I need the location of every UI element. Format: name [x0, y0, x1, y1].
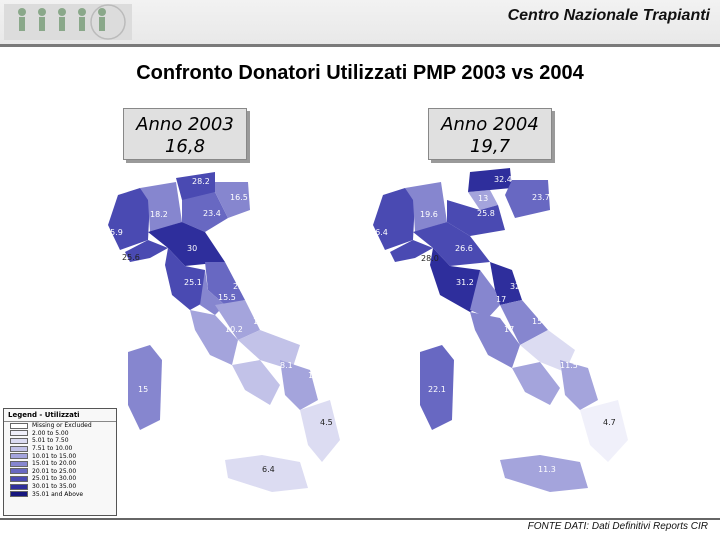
year-label: Anno 2003 — [136, 114, 234, 135]
legend-swatch — [10, 430, 28, 436]
legend-label: Missing or Excluded — [32, 422, 92, 430]
map-label-alto-adige: 13 — [478, 194, 489, 203]
map-label-lombardia: 19.6 — [420, 210, 438, 219]
year-value: 19,7 — [469, 136, 511, 157]
legend-label: 10.01 to 15.00 — [32, 452, 77, 460]
map-label-trentino: 28.2 — [192, 177, 210, 186]
map-label-lombardia: 18.2 — [150, 210, 168, 219]
legend-item — [4, 490, 116, 498]
legend-item — [4, 483, 116, 491]
legend-label: 7.51 to 10.00 — [32, 445, 73, 453]
legend-item — [4, 452, 116, 460]
region-campania — [232, 360, 280, 405]
map-label-calabria: 4.5 — [320, 418, 333, 427]
legend-items — [4, 422, 116, 498]
legend-swatch — [10, 468, 28, 474]
legend-swatch — [10, 484, 28, 490]
map-label-lazio: 10.2 — [225, 325, 243, 334]
legend-title: Legend - Utilizzati — [4, 409, 116, 422]
map-2004 — [370, 168, 628, 492]
map-label-marche: 32.6 — [510, 282, 528, 291]
map-label-friuli: 16.5 — [230, 193, 248, 202]
legend-swatch — [10, 476, 28, 482]
year-label: Anno 2004 — [441, 114, 539, 135]
region-calabria — [580, 400, 628, 462]
map-label-molise: 6.6 — [607, 355, 620, 364]
map-label-basilicata: 11.7 — [590, 371, 608, 380]
org-name: Centro Nazionale Trapianti — [507, 7, 710, 24]
legend-label: 35.01 and Above — [32, 490, 84, 498]
map-label-veneto: 25.8 — [477, 209, 495, 218]
legend-item — [4, 468, 116, 476]
region-piemonte — [373, 188, 415, 250]
map-label-abruzzo: 10.3 — [253, 317, 271, 326]
map-label-umbria: 15.5 — [218, 293, 236, 302]
legend-item — [4, 445, 116, 453]
map-label-sicilia: 6.4 — [262, 465, 275, 474]
region-piemonte — [108, 188, 150, 250]
map-label-friuli: 23.7 — [532, 193, 550, 202]
map-label-veneto: 23.4 — [203, 209, 221, 218]
map-label-liguria: 25.6 — [122, 253, 140, 262]
legend-label: 25.01 to 30.00 — [32, 475, 77, 483]
map-label-abruzzo: 15.8 — [532, 317, 550, 326]
map-label-toscana: 31.2 — [456, 278, 474, 287]
map-label-trentino: 32.4 — [494, 175, 512, 184]
map-2003 — [105, 172, 340, 492]
map-label-calabria: 4.7 — [603, 418, 616, 427]
map-label-sardegna: 15 — [138, 385, 149, 394]
legend-label: 2.00 to 5.00 — [32, 429, 69, 437]
map-label-basilicata: 11.6 — [308, 371, 326, 380]
legend-item — [4, 460, 116, 468]
legend-swatch — [10, 491, 28, 497]
map-label-emilia: 26.6 — [455, 244, 473, 253]
map-label-marche: 23.2 — [233, 282, 251, 291]
legend-label: 20.01 to 25.00 — [32, 467, 77, 475]
legend-item — [4, 430, 116, 438]
map-label-toscana: 25.1 — [184, 278, 202, 287]
legend-item — [4, 422, 116, 430]
map-label-piemonte: 26.4 — [370, 228, 388, 237]
map-label-emilia: 30 — [187, 244, 198, 253]
legend-label: 5.01 to 7.50 — [32, 437, 69, 445]
footer-source: FONTE DATI: Dati Definitivi Reports CIR — [527, 521, 708, 532]
year-value: 16,8 — [164, 136, 206, 157]
map-legend — [3, 408, 117, 516]
map-label-sardegna: 22.1 — [428, 385, 446, 394]
legend-swatch — [10, 461, 28, 467]
legend-item — [4, 437, 116, 445]
map-label-campania: 8.1 — [280, 361, 293, 370]
footer-divider — [0, 518, 720, 520]
region-campania — [512, 362, 560, 405]
page-title: Confronto Donatori Utilizzati PMP 2003 vs 2004 — [136, 62, 584, 84]
map-label-sicilia: 11.3 — [538, 465, 556, 474]
legend-swatch — [10, 446, 28, 452]
legend-item — [4, 475, 116, 483]
legend-swatch — [10, 453, 28, 459]
legend-label: 15.01 to 20.00 — [32, 460, 77, 468]
map-label-molise: 9 — [325, 355, 331, 364]
map-label-lazio: 17 — [504, 325, 515, 334]
region-calabria — [300, 400, 340, 462]
legend-swatch — [10, 423, 28, 429]
legend-swatch — [10, 438, 28, 444]
map-label-liguria: 28.0 — [421, 254, 439, 263]
legend-label: 30.01 to 35.00 — [32, 483, 77, 491]
map-label-campania: 11.5 — [560, 361, 578, 370]
map-label-umbria: 17 — [496, 295, 507, 304]
map-label-piemonte: 25.9 — [105, 228, 123, 237]
